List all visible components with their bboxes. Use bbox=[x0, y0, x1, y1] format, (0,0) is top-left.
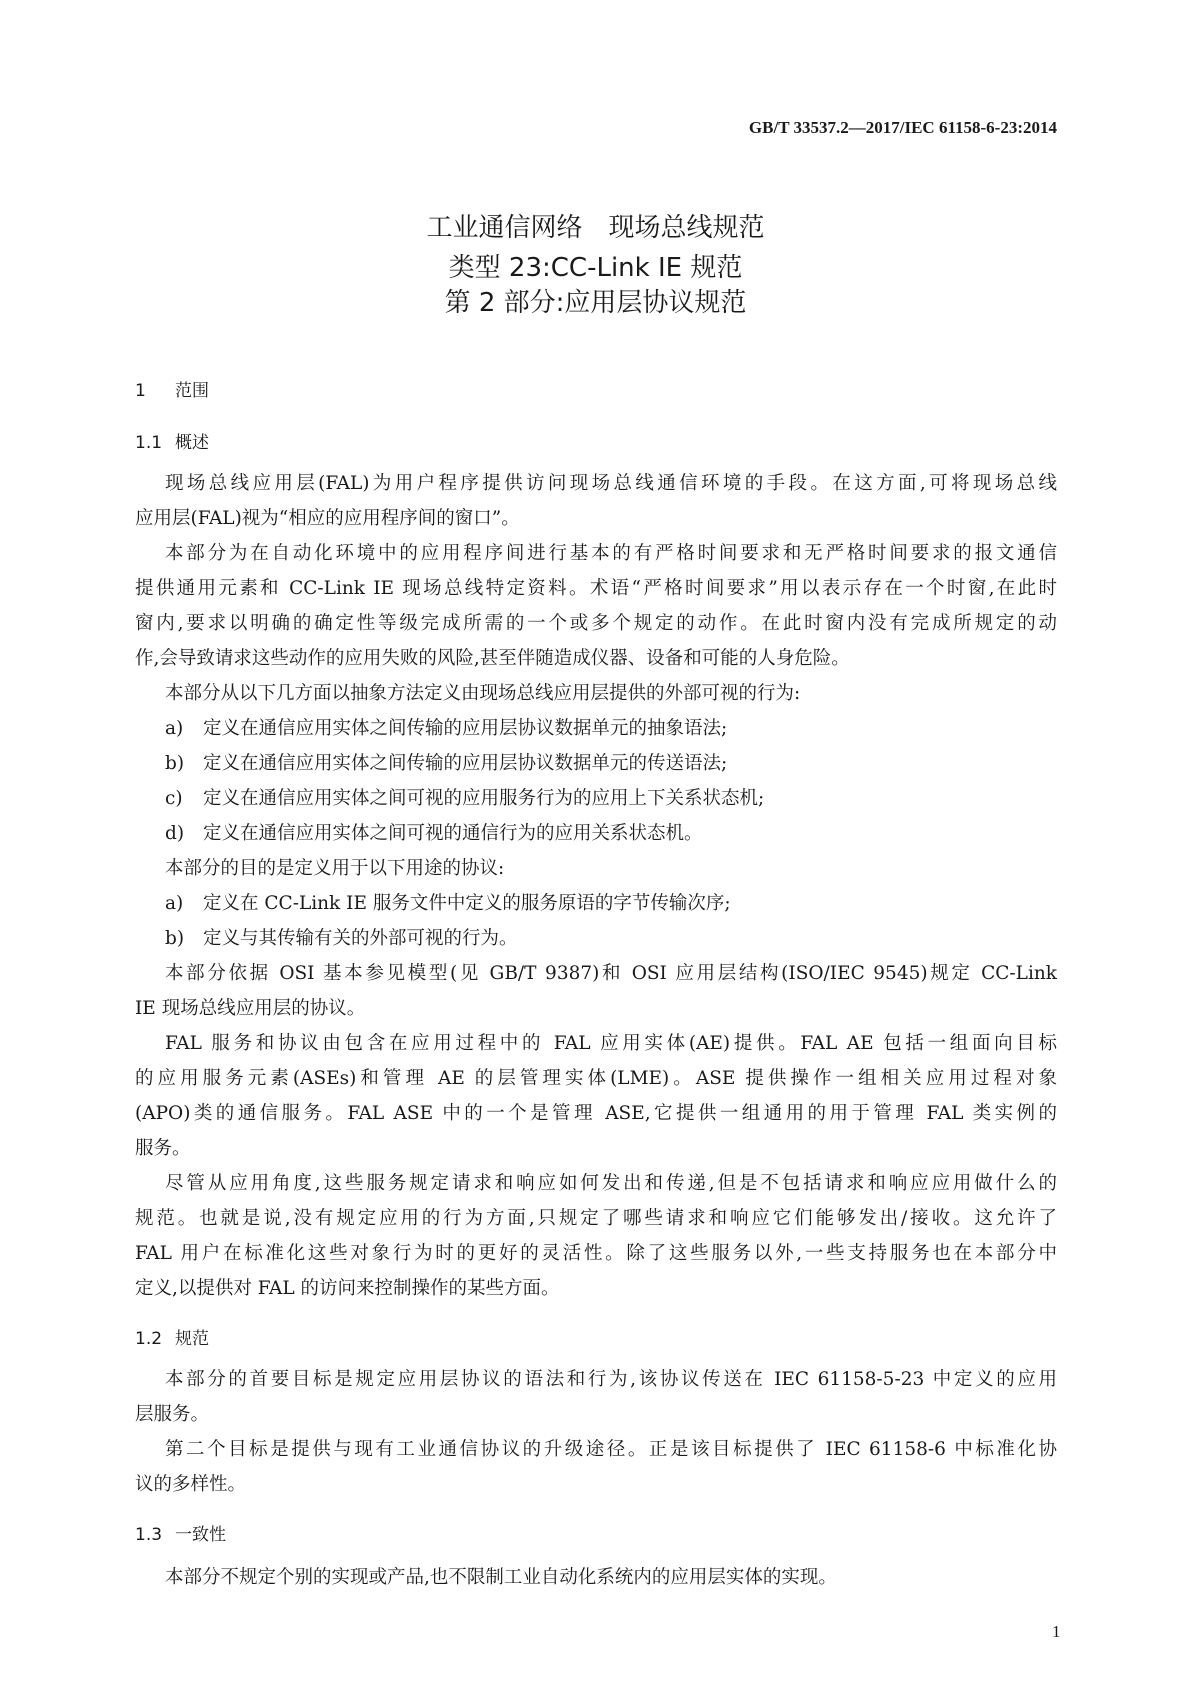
title-line-3: 第 2 部分:应用层协议规范 bbox=[444, 288, 747, 318]
section-heading-1-3 bbox=[135, 1520, 226, 1545]
section-number: 1.1 bbox=[135, 433, 163, 453]
list-text: 定义在通信应用实体之间可视的通信行为的应用关系状态机。 bbox=[203, 823, 703, 844]
paragraph-line: 窗内,要求以明确的确定性等级完成所需的一个或多个规定的动作。在此时窗内没有完成所规定的动 bbox=[135, 613, 1057, 634]
list-item bbox=[165, 752, 1057, 776]
list-item bbox=[165, 822, 1057, 846]
paragraph-line: IE 现场总线应用层的协议。 bbox=[135, 998, 366, 1019]
list-text: 定义在 CC-Link IE 服务文件中定义的服务原语的字节传输次序; bbox=[203, 893, 731, 914]
paragraph-line: 现场总线应用层(FAL)为用户程序提供访问现场总线通信环境的手段。在这方面,可将现场总线 bbox=[165, 473, 1057, 494]
paragraph-line: FAL 用户在标准化这些对象行为时的更好的灵活性。除了这些服务以外,一些支持服务也在本部分中 bbox=[135, 1243, 1057, 1264]
paragraph-line: (APO)类的通信服务。FAL ASE 中的一个是管理 ASE,它提供一组通用的用于管理 FAL 类实例的 bbox=[135, 1103, 1057, 1124]
paragraph-line: 层服务。 bbox=[135, 1404, 210, 1425]
title-line-1: 工业通信网络 现场总线规范 bbox=[426, 213, 765, 243]
list-marker: c) bbox=[165, 788, 183, 809]
list-marker: a) bbox=[165, 893, 184, 914]
paragraph-line: 提供通用元素和 CC-Link IE 现场总线特定资料。术语“严格时间要求”用以表示存在一个时窗,在此时 bbox=[135, 578, 1057, 599]
paragraph-line: 第二个目标是提供与现有工业通信协议的升级途径。正是该目标提供了 IEC 61158-6 中标准化协 bbox=[165, 1439, 1057, 1460]
list-marker: b) bbox=[165, 753, 185, 774]
paragraph-line: 本部分的目的是定义用于以下用途的协议: bbox=[165, 858, 505, 879]
list-item bbox=[165, 717, 1057, 741]
section-heading-1-2 bbox=[135, 1324, 209, 1349]
paragraph-line: 议的多样性。 bbox=[135, 1474, 247, 1495]
section-heading-1-1 bbox=[135, 428, 209, 453]
list-marker: a) bbox=[165, 718, 184, 739]
section-title: 规范 bbox=[175, 1329, 209, 1349]
paragraph-line: 本部分的首要目标是规定应用层协议的语法和行为,该协议传送在 IEC 61158-5-23 中定义的应用 bbox=[165, 1369, 1057, 1390]
section-title: 一致性 bbox=[175, 1525, 226, 1545]
paragraph-line: 本部分依据 OSI 基本参见模型(见 GB/T 9387)和 OSI 应用层结构(ISO/IEC 9545)规定 CC-Link bbox=[165, 963, 1057, 984]
paragraph-line: 定义,以提供对 FAL 的访问来控制操作的某些方面。 bbox=[135, 1278, 560, 1299]
list-item bbox=[165, 787, 1057, 811]
paragraph-line: FAL 服务和协议由包含在应用过程中的 FAL 应用实体(AE)提供。FAL AE 包括一组面向目标 bbox=[165, 1033, 1057, 1054]
paragraph-line: 本部分为在自动化环境中的应用程序间进行基本的有严格时间要求和无严格时间要求的报文通信 bbox=[165, 543, 1057, 564]
list-text: 定义在通信应用实体之间可视的应用服务行为的应用上下关系状态机; bbox=[203, 788, 765, 809]
paragraph-line: 服务。 bbox=[135, 1138, 191, 1159]
section-title: 范围 bbox=[175, 381, 209, 401]
list-text: 定义在通信应用实体之间传输的应用层协议数据单元的传送语法; bbox=[203, 753, 728, 774]
list-marker: b) bbox=[165, 928, 185, 949]
paragraph-line: 尽管从应用角度,这些服务规定请求和响应如何发出和传递,但是不包括请求和响应应用做什么的 bbox=[165, 1173, 1057, 1194]
title-line-2: 类型 23:CC-Link IE 规范 bbox=[448, 253, 743, 283]
paragraph-line: 本部分不规定个别的实现或产品,也不限制工业自动化系统内的应用层实体的实现。 bbox=[165, 1567, 837, 1588]
section-heading-1 bbox=[135, 376, 209, 401]
document-header-standard-number: GB/T 33537.2—2017/IEC 61158-6-23:2014 bbox=[748, 118, 1057, 137]
paragraph-line: 应用层(FAL)视为“相应的应用程序间的窗口”。 bbox=[135, 508, 520, 529]
list-text: 定义与其传输有关的外部可视的行为。 bbox=[203, 928, 518, 949]
section-number: 1.2 bbox=[135, 1329, 163, 1349]
section-number: 1 bbox=[135, 381, 146, 401]
section-number: 1.3 bbox=[135, 1525, 163, 1545]
paragraph-line: 本部分从以下几方面以抽象方法定义由现场总线应用层提供的外部可视的行为: bbox=[165, 683, 801, 704]
page-number: 1 bbox=[1052, 1622, 1061, 1641]
list-item bbox=[165, 892, 1057, 916]
paragraph-line: 作,会导致请求这些动作的应用失败的风险,甚至伴随造成仪器、设备和可能的人身危险。 bbox=[135, 648, 850, 669]
list-text: 定义在通信应用实体之间传输的应用层协议数据单元的抽象语法; bbox=[203, 718, 728, 739]
list-item bbox=[165, 927, 1057, 951]
section-title: 概述 bbox=[175, 433, 209, 453]
paragraph-line: 规范。也就是说,没有规定应用的行为方面,只规定了哪些请求和响应它们能够发出/接收。这允许了 bbox=[135, 1208, 1057, 1229]
list-marker: d) bbox=[165, 823, 185, 844]
paragraph-line: 的应用服务元素(ASEs)和管理 AE 的层管理实体(LME)。ASE 提供操作一组相关应用过程对象 bbox=[135, 1068, 1057, 1089]
